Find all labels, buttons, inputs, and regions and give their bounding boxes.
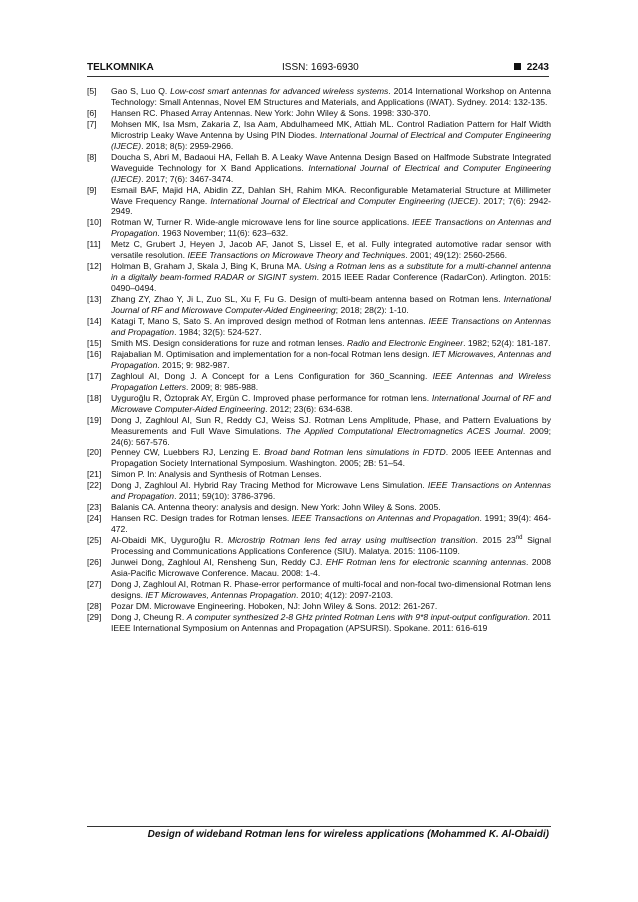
- reference-text: Rotman W, Turner R. Wide-angle microwave lens for line source applications.: [111, 217, 412, 228]
- reference-item: [87, 119, 551, 152]
- reference-text: . 1984; 32(5): 524-527.: [174, 326, 262, 337]
- reference-title-italic: International Journal of Electrical and Computer Engineering (IJECE): [111, 162, 551, 184]
- reference-item: [87, 217, 551, 239]
- reference-text: Hansen RC. Phased Array Antennas. New York: John Wiley & Sons. 1998: 330-370.: [111, 107, 431, 118]
- reference-number: [22]: [87, 480, 102, 491]
- reference-item: [87, 480, 551, 502]
- reference-number: [8]: [87, 151, 97, 162]
- reference-text: nd: [515, 535, 523, 542]
- reference-text: . 1982; 52(4): 181-187.: [463, 337, 551, 348]
- reference-text: . 2014 International Workshop on Antenna Technology: Small Antennas, Novel EM Structures and Materials, and Applications (iWAT). Sydney. 2014: 132-135.: [111, 86, 552, 107]
- reference-number: [11]: [87, 239, 101, 250]
- reference-text: . 2017; 7(6): 2942-2949.: [111, 195, 551, 217]
- reference-number: [10]: [87, 217, 102, 228]
- reference-text: . 2010; 4(12): 2097-2103.: [296, 589, 394, 600]
- reference-text: . 2008 Asia-Pacific Microwave Conference. Macau. 2008: 1-4.: [111, 556, 551, 578]
- reference-title-italic: Microstrip Rotman lens fed array using multisection transition: [227, 535, 476, 546]
- reference-text: Smith MS. Design considerations for ruze and rotman lenses.: [111, 337, 347, 348]
- reference-item: [87, 294, 551, 316]
- reference-item: [87, 152, 551, 185]
- reference-item: [87, 601, 551, 612]
- reference-item: [87, 349, 551, 371]
- reference-number: [18]: [87, 392, 102, 403]
- reference-title-italic: IEEE Transactions on Antennas and Propagation: [291, 513, 480, 524]
- reference-item: [87, 261, 551, 294]
- reference-text: Signal Processing and Communications Applications Conference (SIU). Malatya. 2015: 1106-1109.: [111, 535, 551, 557]
- reference-text: . 2005 IEEE Antennas and Propagation Society International Symposium. Washington. 2005; 2B: 51–54.: [111, 447, 551, 469]
- reference-item: [87, 239, 551, 261]
- reference-text: Holman B, Graham J, Skala J, Bing K, Bruna MA.: [111, 261, 305, 272]
- reference-text: Doucha S, Abri M, Badaoui HA, Fellah B. A Leaky Wave Antenna Design Based on Halfmode Substrate Integrated Waveguide Technology for X Band Applications.: [111, 151, 551, 173]
- reference-item: [87, 316, 551, 338]
- reference-item: [87, 535, 551, 557]
- reference-title-italic: IEEE Transactions on Microwave Theory and Techniques: [187, 250, 406, 261]
- journal-name: TELKOMNIKA: [87, 62, 154, 73]
- reference-text: . 2015 23: [475, 535, 516, 546]
- reference-item: [87, 185, 551, 218]
- reference-number: [12]: [87, 261, 102, 272]
- reference-item: [87, 557, 551, 579]
- reference-text: . 2015; 9: 982-987.: [157, 359, 230, 370]
- reference-title-italic: The Applied Computational Electromagnetics ACES Journal: [285, 425, 523, 436]
- reference-text: Mohsen MK, Isa Msm, Zakaria Z, Isa Aam, Abdulhameed MK, Attiah ML. Control Radiation Pattern for Half Width Microstrip Leaky Wave Antenna by Using PIN Diodes.: [111, 118, 551, 140]
- reference-number: [24]: [87, 513, 102, 524]
- reference-text: . 2017; 7(6): 3467-3474.: [141, 173, 234, 184]
- reference-title-italic: IET Microwaves, Antennas and Propagation: [111, 348, 551, 370]
- reference-title-italic: IEEE Transactions on Antennas and Propagation: [111, 217, 551, 239]
- reference-number: [14]: [87, 316, 102, 327]
- reference-list: [87, 86, 551, 634]
- reference-number: [29]: [87, 611, 102, 622]
- reference-number: [13]: [87, 294, 102, 305]
- page-header: [87, 62, 549, 76]
- reference-title-italic: International Journal of Electrical and Computer Engineering (IJECE): [111, 129, 551, 151]
- reference-text: . 2011; 59(10): 3786-3796.: [174, 491, 276, 502]
- reference-item: [87, 393, 551, 415]
- page-number-block: [514, 62, 549, 73]
- reference-number: [23]: [87, 502, 102, 513]
- square-bullet-icon: [514, 63, 521, 70]
- reference-item: [87, 338, 551, 349]
- reference-text: . 2011 IEEE International Symposium on Antennas and Propagation (APSURSI). Spokane. 2011: 616-619: [111, 611, 551, 633]
- footer-rule: [87, 826, 551, 827]
- reference-number: [25]: [87, 535, 102, 546]
- reference-number: [27]: [87, 578, 102, 589]
- page-number: 2243: [526, 62, 549, 73]
- reference-text: . 2012; 23(6): 634-638.: [265, 403, 353, 414]
- reference-item: [87, 502, 551, 513]
- reference-text: . 2018; 8(5): 2959-2966.: [141, 140, 234, 151]
- reference-title-italic: EHF Rotman lens for electronic scanning antennas: [325, 556, 527, 567]
- reference-text: Metz C, Grubert J, Heyen J, Jacob AF, Janot S, Lissel E, et al. Fully integrated automotive radar sensor with versatile resolution.: [111, 239, 551, 261]
- reference-item: [87, 469, 551, 480]
- reference-item: [87, 86, 551, 108]
- reference-text: Dong J, Zaghloul AI, Rotman R. Phase-error performance of multi-focal and non-focal two-dimensional Rotman lens designs.: [111, 578, 551, 600]
- reference-text: . 1963 November; 11(6): 623–632.: [157, 228, 289, 239]
- reference-text: ; 2018; 28(2): 1-10.: [335, 305, 409, 316]
- reference-text: Katagi T, Mano S, Sato S. An improved design method of Rotman lens antennas.: [111, 316, 429, 327]
- reference-number: [15]: [87, 337, 102, 348]
- reference-text: . 2009; 8: 985-988.: [186, 381, 259, 392]
- reference-title-italic: IEEE Antennas and Wireless Propagation Letters: [111, 370, 551, 392]
- reference-title-italic: IEEE Transactions on Antennas and Propagation: [111, 316, 551, 337]
- issn: ISSN: 1693-6930: [282, 62, 359, 73]
- reference-text: . 2015 IEEE Radar Conference (RadarCon). Arlington. 2015: 0490–0494.: [111, 272, 551, 294]
- reference-text: Dong J, Zaghloul AI, Sun R, Reddy CJ, Weiss SJ. Rotman Lens Amplitude, Phase, and Pattern Evaluations by Measurements and Full Wave Simulations.: [111, 414, 551, 436]
- reference-number: [9]: [87, 184, 97, 195]
- reference-number: [20]: [87, 447, 102, 458]
- reference-number: [7]: [87, 118, 97, 129]
- reference-title-italic: A computer synthesized 2-8 GHz printed Rotman Lens with 9*8 input-output configuration: [186, 611, 528, 622]
- reference-text: Pozar DM. Microwave Engineering. Hoboken, NJ: John Wiley & Sons. 2012: 261-267.: [111, 600, 438, 611]
- reference-number: [5]: [87, 86, 97, 96]
- reference-item: [87, 612, 551, 634]
- reference-text: Penney CW, Luebbers RJ, Lenzing E.: [111, 447, 265, 458]
- reference-title-italic: International Journal of Electrical and Computer Engineering (IJECE): [210, 195, 478, 206]
- reference-number: [26]: [87, 556, 102, 567]
- reference-number: [17]: [87, 370, 102, 381]
- reference-text: Rajabalian M. Optimisation and implementation for a non-focal Rotman lens design.: [111, 348, 433, 359]
- reference-number: [28]: [87, 600, 102, 611]
- reference-text: Uyguroğlu R, Öztoprak AY, Ergün C. Improved phase performance for rotman lens.: [111, 392, 432, 403]
- reference-item: [87, 108, 551, 119]
- reference-text: Zaghloul AI, Dong J. A Concept for a Lens Configuration for 360_Scanning.: [111, 370, 433, 381]
- reference-text: Hansen RC. Design trades for Rotman lenses.: [111, 513, 292, 524]
- reference-item: [87, 513, 551, 535]
- reference-title-italic: International Journal of RF and Microwave Computer-Aided Engineering: [111, 392, 551, 414]
- reference-number: [16]: [87, 348, 102, 359]
- reference-text: Zhang ZY, Zhao Y, Ji L, Zuo SL, Xu F, Fu G. Design of multi-beam antenna based on Rotman lens.: [111, 294, 504, 305]
- reference-item: [87, 415, 551, 448]
- reference-text: Al-Obaidi MK, Uyguroğlu R.: [111, 535, 228, 546]
- page-footer: Design of wideband Rotman lens for wireless applications (Mohammed K. Al-Obaidi): [147, 829, 549, 840]
- reference-title-italic: Broad band Rotman lens simulations in FDTD: [264, 447, 446, 458]
- reference-text: Dong J, Zaghloul AI. Hybrid Ray Tracing Method for Microwave Lens Simulation.: [111, 480, 428, 491]
- reference-title-italic: Radio and Electronic Engineer: [346, 337, 464, 348]
- reference-number: [19]: [87, 414, 102, 425]
- reference-text: Gao S, Luo Q.: [111, 86, 171, 96]
- reference-title-italic: Using a Rotman lens as a substitute for a multi-channel antenna in a digitally beam-formed RADAR or SIGINT system: [111, 261, 551, 283]
- reference-text: Balanis CA. Antenna theory: analysis and design. New York: John Wiley & Sons. 2005.: [111, 502, 441, 513]
- reference-item: [87, 579, 551, 601]
- reference-number: [21]: [87, 469, 102, 480]
- reference-item: [87, 371, 551, 393]
- reference-text: Dong J, Cheung R.: [111, 611, 187, 622]
- reference-text: Esmail BAF, Majid HA, Abidin ZZ, Dahlan SH, Rahim MKA. Reconfigurable Metamaterial Structure at Millimeter Wave Frequency Range.: [111, 184, 551, 206]
- reference-text: Junwei Dong, Zaghloul AI, Rensheng Sun, Reddy CJ.: [111, 556, 326, 567]
- reference-text: . 2009; 24(6): 567-576.: [111, 425, 551, 447]
- reference-text: Simon P. In: Analysis and Synthesis of Rotman Lenses.: [111, 469, 322, 480]
- reference-item: [87, 447, 551, 469]
- reference-title-italic: International Journal of RF and Microwave Computer-Aided Engineering: [111, 294, 551, 316]
- reference-title-italic: IET Microwaves, Antennas Propagation: [145, 589, 297, 600]
- reference-text: . 2001; 49(12): 2560-2566.: [405, 250, 508, 261]
- reference-title-italic: IEEE Transactions on Antennas and Propagation: [111, 480, 551, 502]
- header-rule: [87, 76, 549, 77]
- reference-number: [6]: [87, 107, 97, 118]
- reference-text: . 1991; 39(4): 464-472.: [111, 513, 551, 535]
- reference-title-italic: Low-cost smart antennas for advanced wireless systems: [170, 86, 389, 96]
